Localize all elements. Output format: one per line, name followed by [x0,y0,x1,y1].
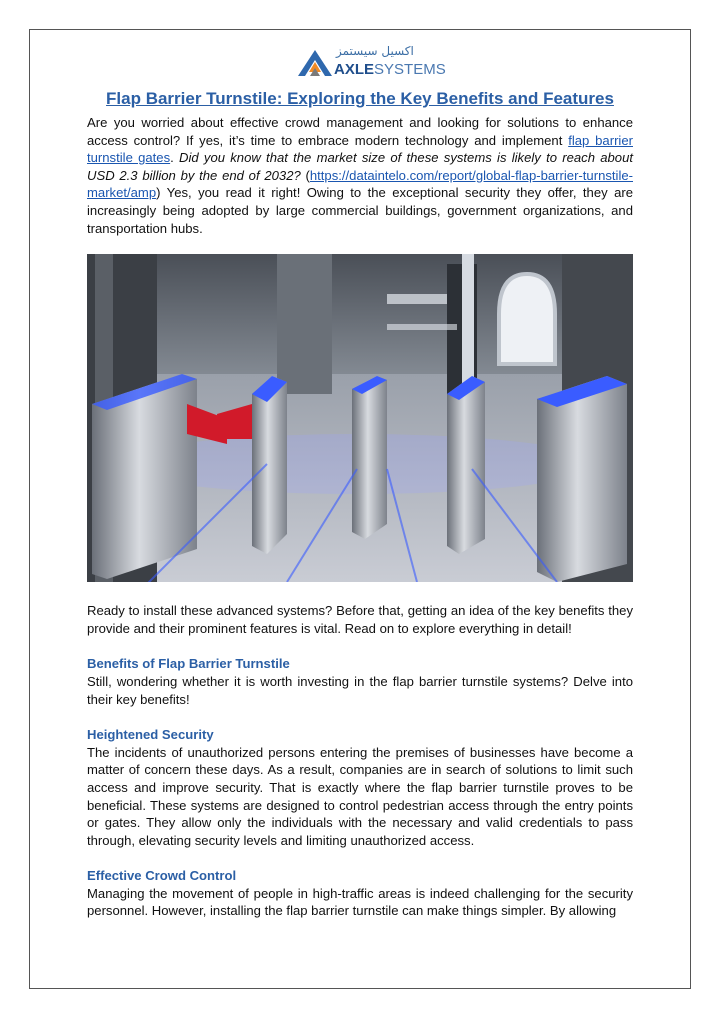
benefits-paragraph: Still, wondering whether it is worth investing in the flap barrier turnstile systems? Delve into their key benefits! [87,673,633,707]
crowd-control-paragraph: Managing the movement of people in high-traffic areas is indeed challenging for the security personnel. However, installing the flap barrier turnstile can make things simpler. By allowing [87,885,633,919]
axle-logo-icon [298,50,332,76]
market-size-statement: Did you know that the market size of these systems is likely to reach about USD 2.3 billion by the end of 2032? [87,150,633,183]
article [87,88,633,920]
article-title: Flap Barrier Turnstile: Exploring the Key Benefits and Features [106,89,614,108]
turnstile-photo [87,254,633,582]
intro-paragraph: Are you worried about effective crowd management and looking for solutions to enhance access control? If yes, it’s time to embrace modern technology and implement flap barrier turnstile gates. Did you know that the market size of these systems is likely to reach about USD 2.3 billion by the end of 2032? (https://dataintelo.com/report/global-flap-barrier-turnstile-market/amp) Yes, you read it right! Owing to the exceptional security they offer, they are increasingly being adopted by large commercial buildings, government organizations, and transportation hubs. [87,115,633,236]
logo-wordmark: AXLESYSTEMS [334,61,446,78]
security-paragraph: The incidents of unauthorized persons entering the premises of businesses have become a matter of concern these days. As a result, companies are in search of solutions to limit such access and improve security. That is exactly where the flap barrier turnstile proves to be beneficial. These systems are designed to control pedestrian access through the entry points or gates. They allow only the individuals with the necessary and valid credentials to pass through, elevating security levels and limiting unauthorized access. [87,744,633,848]
logo-arabic-text: اكسيل سيستمز [336,44,414,58]
benefits-heading: Benefits of Flap Barrier Turnstile [87,656,290,672]
dataintelo-source-link[interactable]: https://dataintelo.com/report/global-flap-barrier-turnstile-market/amp [87,167,633,201]
after-image-paragraph: Ready to install these advanced systems? Before that, getting an idea of the key benefits they provide and their prominent features is vital. Read on to explore everything in detail! [87,603,633,636]
axle-systems-logo [298,44,446,80]
crowd-control-heading: Effective Crowd Control [87,868,237,884]
flap-barrier-link[interactable]: flap barrier turnstile gates [87,132,633,166]
security-heading: Heightened Security [87,727,214,743]
